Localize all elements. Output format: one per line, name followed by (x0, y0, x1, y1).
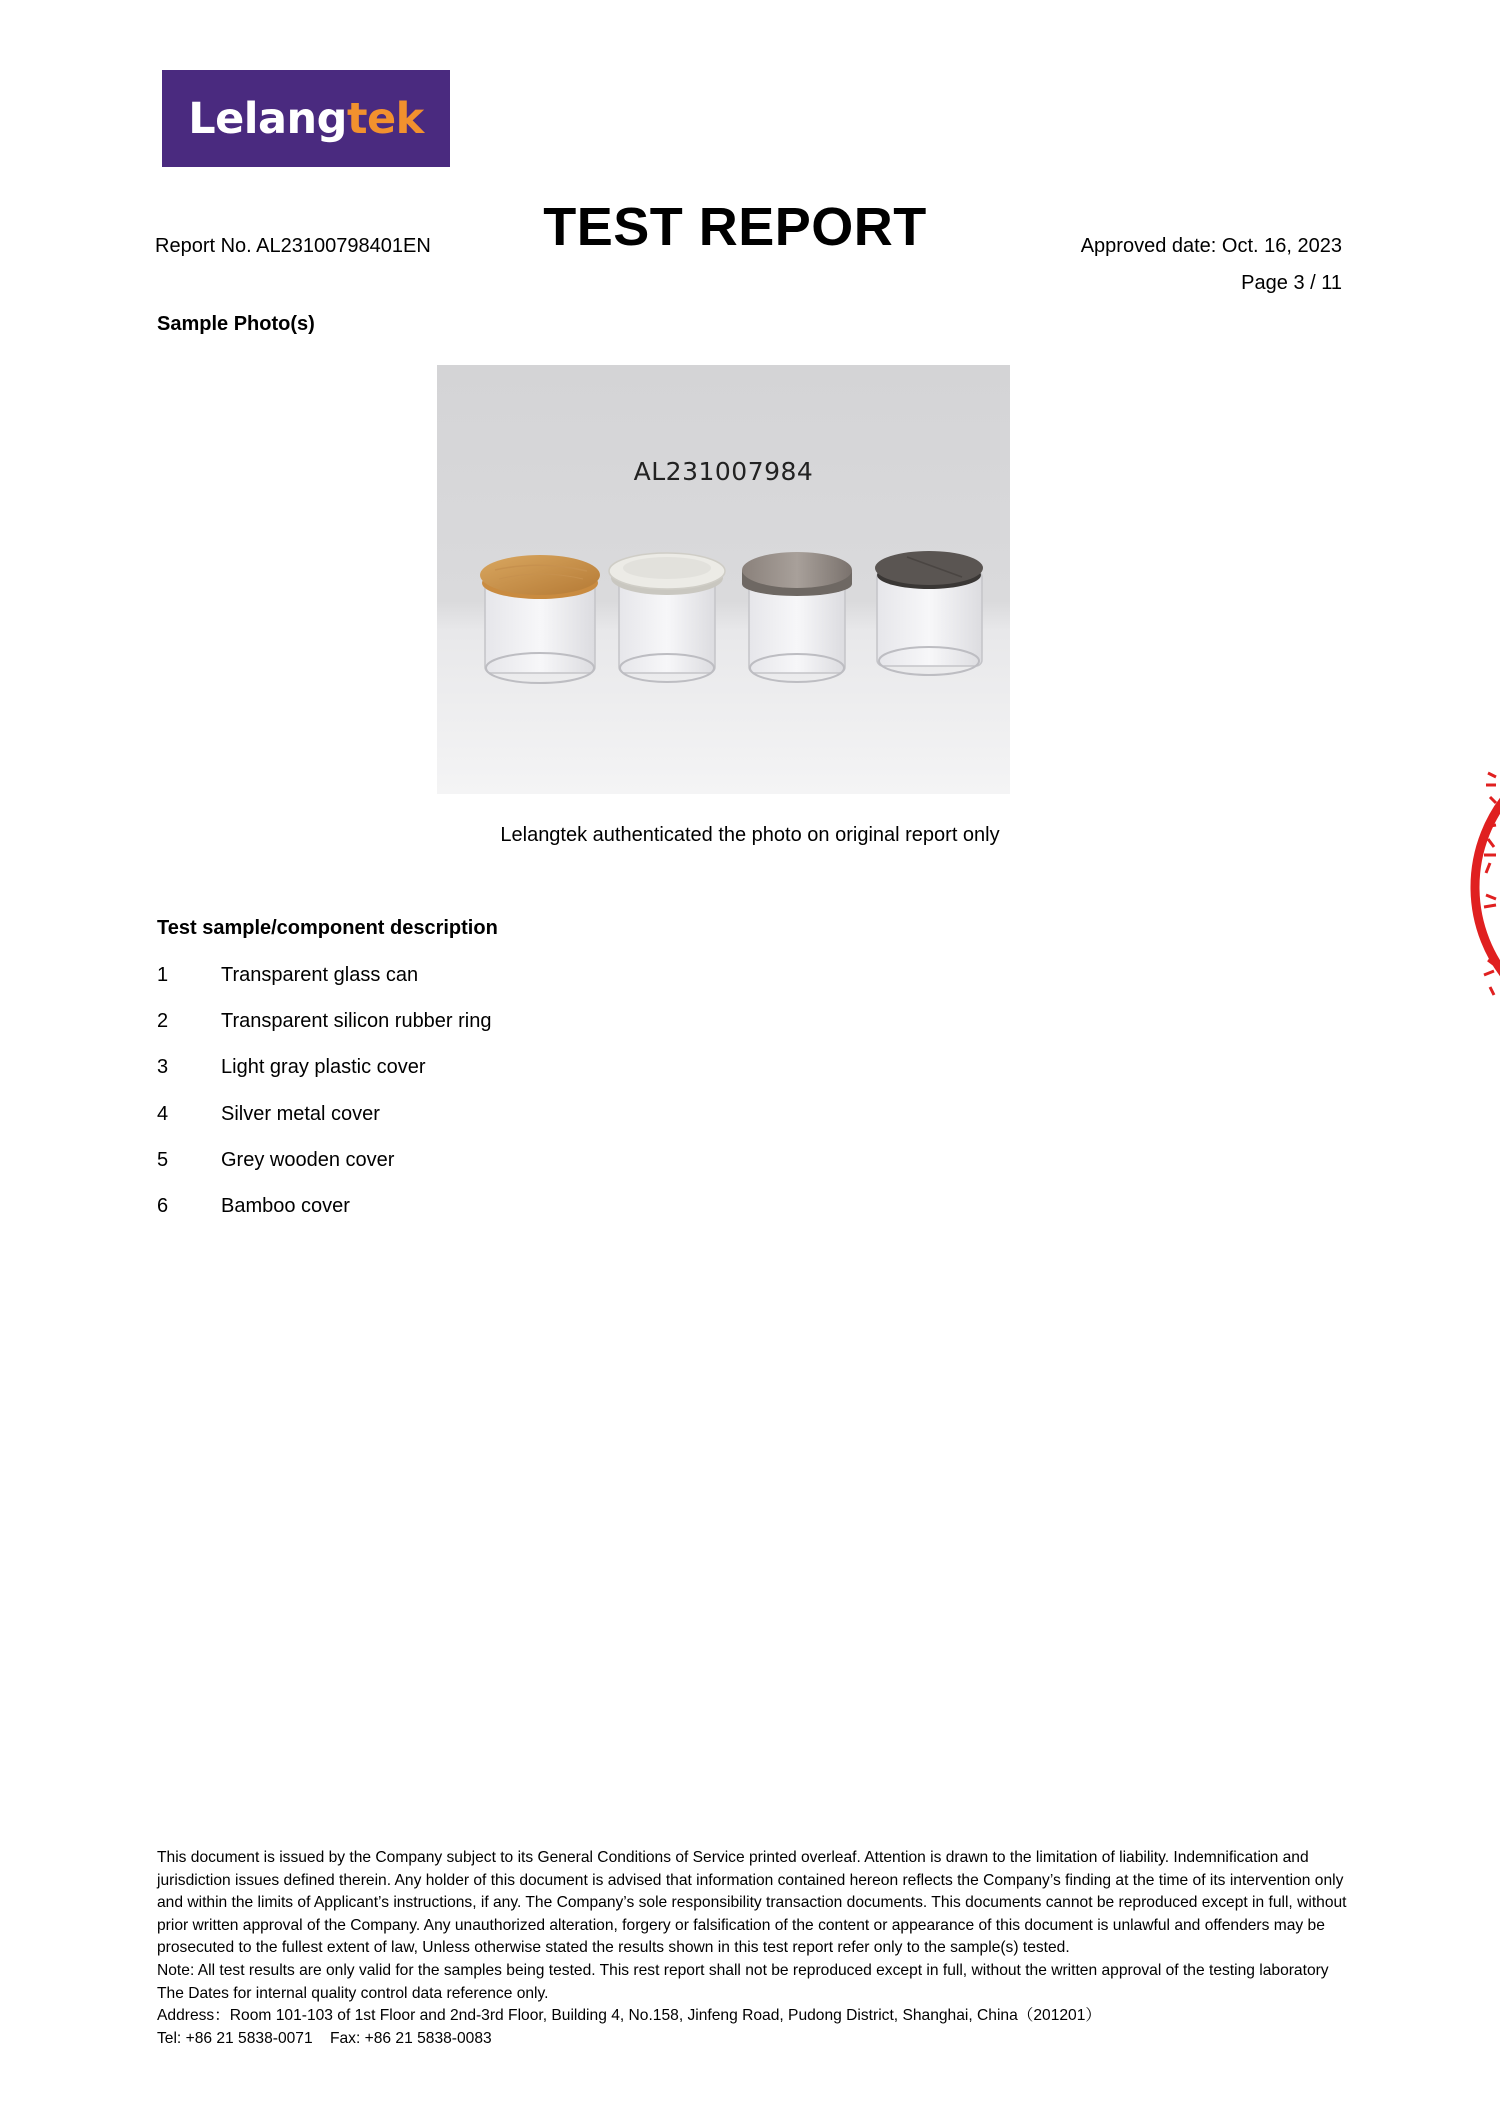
item-text: Transparent glass can (221, 964, 419, 986)
item-text: Bamboo cover (221, 1195, 350, 1217)
item-number: 5 (157, 1149, 169, 1171)
approved-date: Approved date: Oct. 16, 2023 (1080, 235, 1342, 257)
jar-illustration (437, 365, 1010, 794)
item-number: 1 (157, 964, 169, 986)
item-number: 2 (157, 1010, 169, 1032)
jar-grey-wood (875, 551, 983, 675)
item-number: 3 (157, 1056, 169, 1078)
tel-number: Tel: +86 21 5838-0071 (157, 2029, 313, 2047)
report-number: Report No. AL23100798401EN (155, 235, 431, 257)
company-logo (162, 70, 450, 167)
item-text: Grey wooden cover (221, 1149, 395, 1171)
company-seal-stamp (1470, 735, 1500, 1040)
fax-number: Fax: +86 21 5838-0083 (329, 2029, 492, 2047)
logo-text-accent: tek (346, 93, 424, 144)
seal-icon (1470, 735, 1500, 1040)
description-heading: Test sample/component description (157, 917, 498, 939)
photo-sample-id: AL231007984 (633, 457, 814, 486)
item-number: 4 (157, 1103, 169, 1125)
page-number: Page 3 / 11 (1241, 272, 1342, 294)
sample-photo-heading: Sample Photo(s) (157, 313, 315, 335)
jar-metal (742, 552, 852, 682)
jar-bamboo (480, 555, 600, 683)
logo-text-primary: Lelang (188, 93, 347, 144)
item-text: Light gray plastic cover (221, 1056, 426, 1078)
page-title: TEST REPORT (543, 197, 927, 257)
contact-line (157, 2028, 1347, 2051)
note-text: Note: All test results are only valid for the samples being tested. This rest report shall not be reproduced except in full, without the written approval of the testing laboratory The Dates for internal quality control data reference only. (157, 1961, 1329, 2002)
item-text: Transparent silicon rubber ring (221, 1010, 492, 1032)
address-text: Address：Room 101-103 of 1st Floor and 2nd-3rd Floor, Building 4, No.158, Jinfeng Road, Pudong District, Shanghai, China（201201） (157, 2007, 1101, 2025)
item-number: 6 (157, 1195, 169, 1217)
footer-disclaimer (157, 1847, 1347, 2050)
sample-photo (437, 365, 1010, 794)
disclaimer-text: This document is issued by the Company subject to its General Conditions of Service printed overleaf. Attention is drawn to the limitation of liability. Indemnification and jurisdiction issues defined therein. Any holder of this document is advised that information contained hereon reflects the Company’s finding at the time of its intervention only and within the limits of Applicant’s instructions, if any. The Company’s sole responsibility transaction documents. This documents cannot be reproduced except in full, without prior written approval of the Company. Any unauthorized alteration, forgery or falsification of the content or appearance of this document is unlawful and offenders may be prosecuted to the fullest extent of law, Unless otherwise stated the results shown in this test report refer only to the sample(s) tested. (157, 1849, 1347, 1957)
photo-caption: Lelangtek authenticated the photo on original report only (500, 824, 1000, 846)
jar-plastic (609, 553, 725, 682)
item-text: Silver metal cover (221, 1103, 380, 1125)
